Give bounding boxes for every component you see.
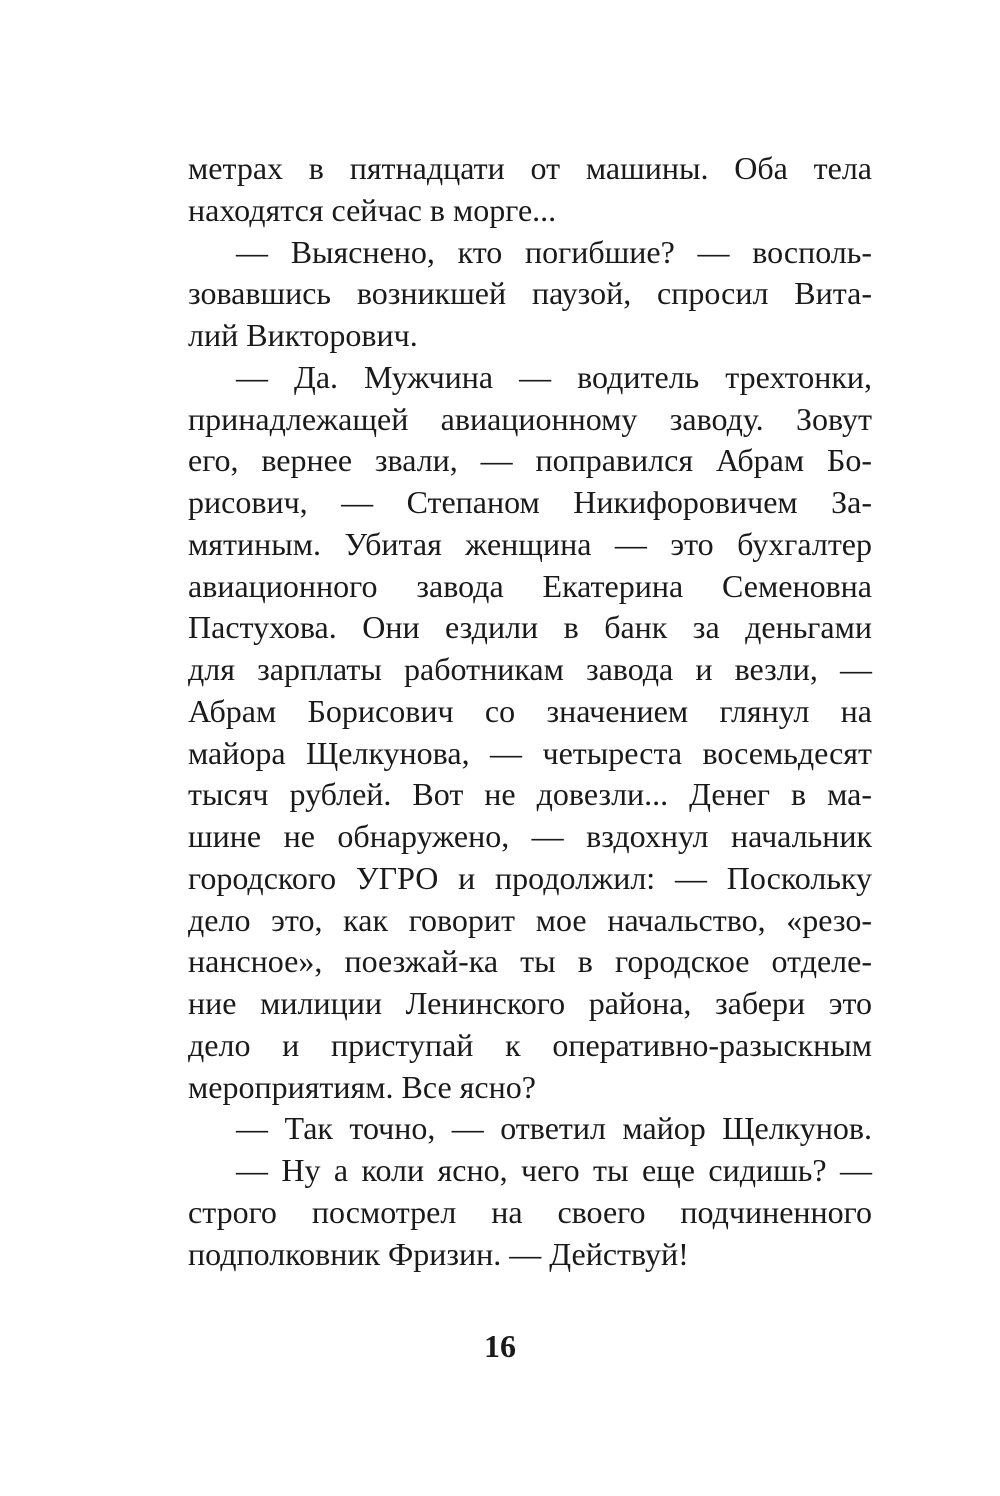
text-line: авиационного завода Екатерина Семеновна xyxy=(188,567,872,604)
page-number: 16 xyxy=(484,1328,516,1364)
text-line: майора Щелкунова, — четыреста восемьдесят xyxy=(188,734,872,771)
text-line: зовавшись возникшей паузой, спросил Вита- xyxy=(188,275,872,312)
text-line: дело и приступай к оперативно-разыскным xyxy=(188,1026,872,1063)
text-line: шине не обнаружено, — вздохнул начальник xyxy=(188,818,872,854)
text-line: — Да. Мужчина — водитель трехтонки, xyxy=(236,358,872,395)
text-line: дело это, как говорит мое начальство, «резо- xyxy=(188,901,872,938)
text-line: Абрам Борисович со значением глянул на xyxy=(188,692,872,729)
text-line: — Так точно, — ответил майор Щелкунов. xyxy=(236,1110,872,1147)
text-line: лий Викторович. xyxy=(188,317,418,353)
text-line: принадлежащей авиационному заводу. Зовут xyxy=(188,400,872,437)
text-line: нансное», поезжай-ка ты в городское отделе- xyxy=(188,943,872,980)
page-text xyxy=(188,148,872,1275)
text-line: находятся сейчас в морге... xyxy=(188,191,557,228)
text-line: тысяч рублей. Вот не довезли... Денег в ма- xyxy=(188,776,872,813)
text-line: городского УГРО и продолжил: — Поскольку xyxy=(188,859,872,896)
text-line: мероприятиям. Все ясно? xyxy=(188,1068,536,1105)
text-line: для зарплаты работникам завода и везли, — xyxy=(188,651,872,687)
text-line: его, вернее звали, — поправился Абрам Бо- xyxy=(188,442,872,479)
text-line: рисович, — Степаном Никифоровичем За- xyxy=(188,484,872,520)
text-line: Пастухова. Они ездили в банк за деньгами xyxy=(188,609,872,646)
text-line: мятиным. Убитая женщина — это бухгалтер xyxy=(188,525,872,562)
text-line: строго посмотрел на своего подчиненного xyxy=(188,1193,872,1230)
text-line: — Ну а коли ясно, чего ты еще сидишь? — xyxy=(236,1152,872,1188)
text-line: ние милиции Ленинского района, забери это xyxy=(188,985,872,1021)
text-line: метрах в пятнадцати от машины. Оба тела xyxy=(188,150,872,186)
text-line: подполковник Фризин. — Действуй! xyxy=(188,1235,689,1272)
text-line: — Выяснено, кто погибшие? — восполь- xyxy=(236,233,872,270)
